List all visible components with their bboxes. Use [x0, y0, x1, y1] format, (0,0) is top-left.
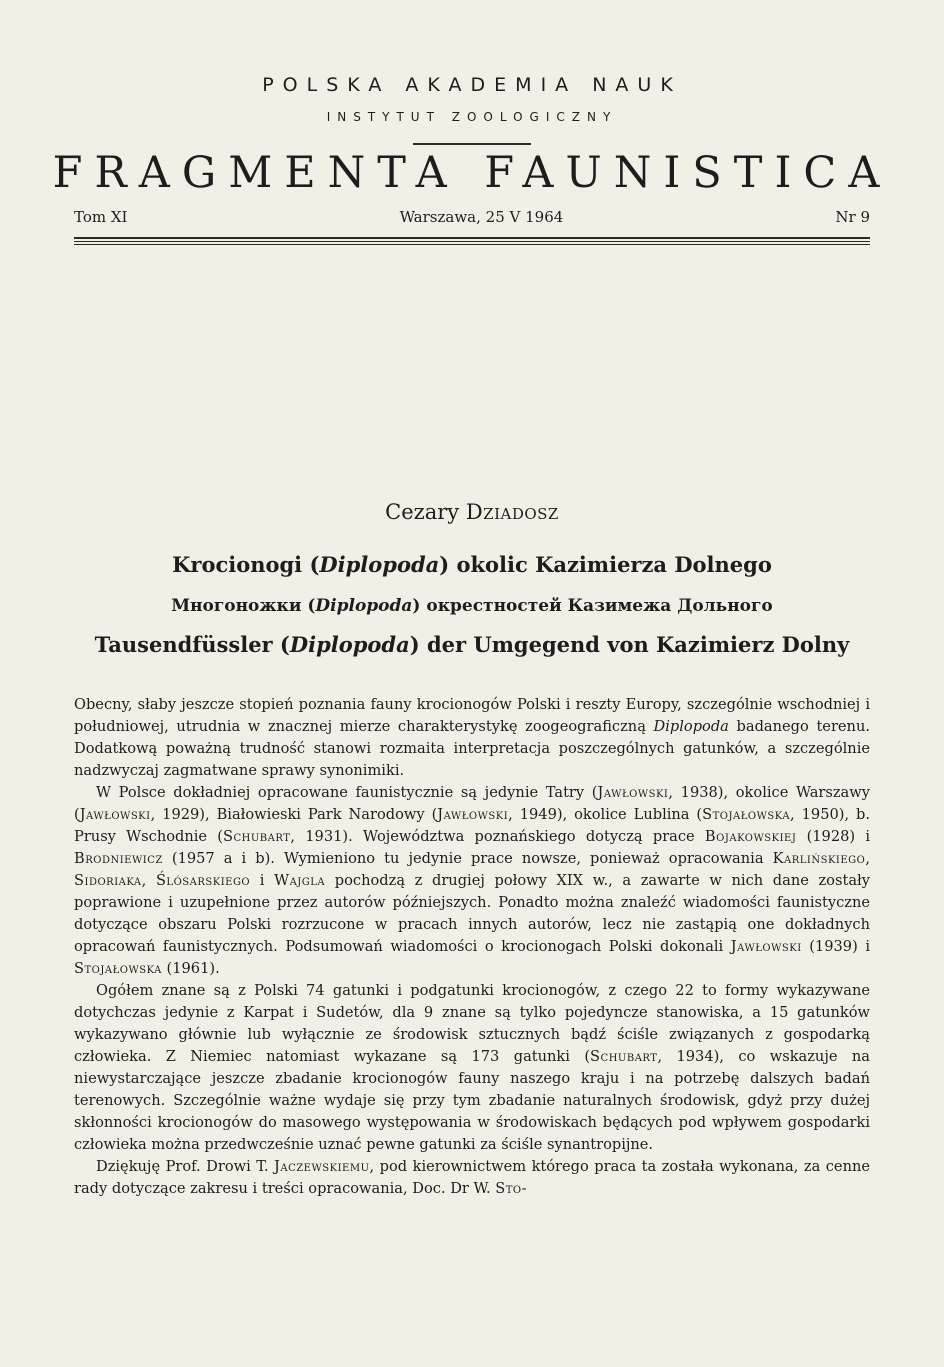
journal-title: FRAGMENTA FAUNISTICA [52, 148, 892, 198]
issue-number: Nr 9 [835, 208, 870, 226]
paragraph-2: W Polsce dokładniej opracowane faunistycznie są jedynie Tatry (Jawłowski, 1938), okolice Warszawy (Jawłowski, 1929), Białowieski Park Narodowy (Jawłowski, 1949), okolice Lublina (Stojałowska, 1950), b. Prusy Wschodnie (Schubart, 1931). Województwa poznańskiego dotyczą prace Bojakowskiej (1928) i Brodniewicz (1957 a i b). Wymieniono tu jedynie prace nowsze, ponieważ opracowania Karlińskiego, Sidoriaka, Ślósarskiego i Wajgla pochodzą z drugiej połowy XIX w., a zawarte w nich dane zostały poprawione i uzupełnione przez autorów późniejszych. Ponadto można znaleźć wiadomości faunistyczne dotyczące obszaru Polski rozrzucone w pracach innych autorów, lecz nie zastąpią one dokładnych opracowań faunistycznych. Podsumowań wiadomości o krocionogach Polski dokonali Jawłowski (1939) i Stojałowska (1961). [74, 784, 871, 977]
article-body [74, 694, 870, 1200]
title-polish: Krocionogi (Diplopoda) okolic Kazimierza Dolnego [172, 552, 772, 577]
volume-label: Tom XI [74, 208, 128, 226]
header-divider-short [413, 143, 531, 145]
institute-name: INSTYTUT ZOOLOGICZNY [326, 110, 618, 124]
issue-line [74, 208, 870, 226]
author-name: Cezary Dziadosz [385, 500, 559, 524]
title-russian: Многоножки (Diplopoda) окрестностей Казимежа Дольного [171, 596, 773, 616]
academy-name: POLSKA AKADEMIA NAUK [262, 74, 682, 96]
paragraph-4: Dziękuję Prof. Drowi T. Jaczewskiemu, pod kierownictwem którego praca ta została wykonana, za cenne rady dotyczące zakresu i treści opracowania, Doc. Dr W. Sto- [74, 1158, 870, 1197]
paragraph-3: Ogółem znane są z Polski 74 gatunki i podgatunki krocionogów, z czego 22 to formy wykazywane dotychczas jedynie z Karpat i Sudetów, dla 9 znane są tylko pojedyncze stanowiska, a 15 gatunków wykazywano głównie lub wyłącznie ze środowisk sztucznych bądź ściśle związanych z gospodarką człowieka. Z Niemiec natomiast wykazane są 173 gatunki (Schubart, 1934), co wskazuje na niewystarczające jeszcze zbadanie krocionogów fauny naszego kraju i na potrzebę dalszych badań terenowych. Szczególnie ważne wydaje się przy tym zbadanie naturalnych środowisk, gdyż przy dużej skłonności krocionogów do masowego występowania w środowiskach będących pod wpływem gospodarki człowieka można przedwcześnie uznać pewne gatunki za ściśle synantropijne. [74, 982, 870, 1153]
header-rule [74, 244, 870, 245]
header-rule [74, 241, 870, 242]
place-date: Warszawa, 25 V 1964 [399, 208, 564, 226]
author-surname: Dziadosz [465, 500, 559, 524]
header-rule [74, 237, 870, 239]
paragraph-1: Obecny, słaby jeszcze stopień poznania fauny krocionogów Polski i reszty Europy, szczególnie wschodniej i południowej, utrudnia w znacznej mierze charakterystykę zoogeograficzną Diplopoda badanego terenu. Dodatkową poważną trudność stanowi rozmaita interpretacja poszczególnych gatunków, a szczególnie nadzwyczaj zagmatwane sprawy synonimiki. [74, 696, 870, 779]
title-german: Tausendfüssler (Diplopoda) der Umgegend von Kazimierz Dolny [94, 632, 850, 657]
